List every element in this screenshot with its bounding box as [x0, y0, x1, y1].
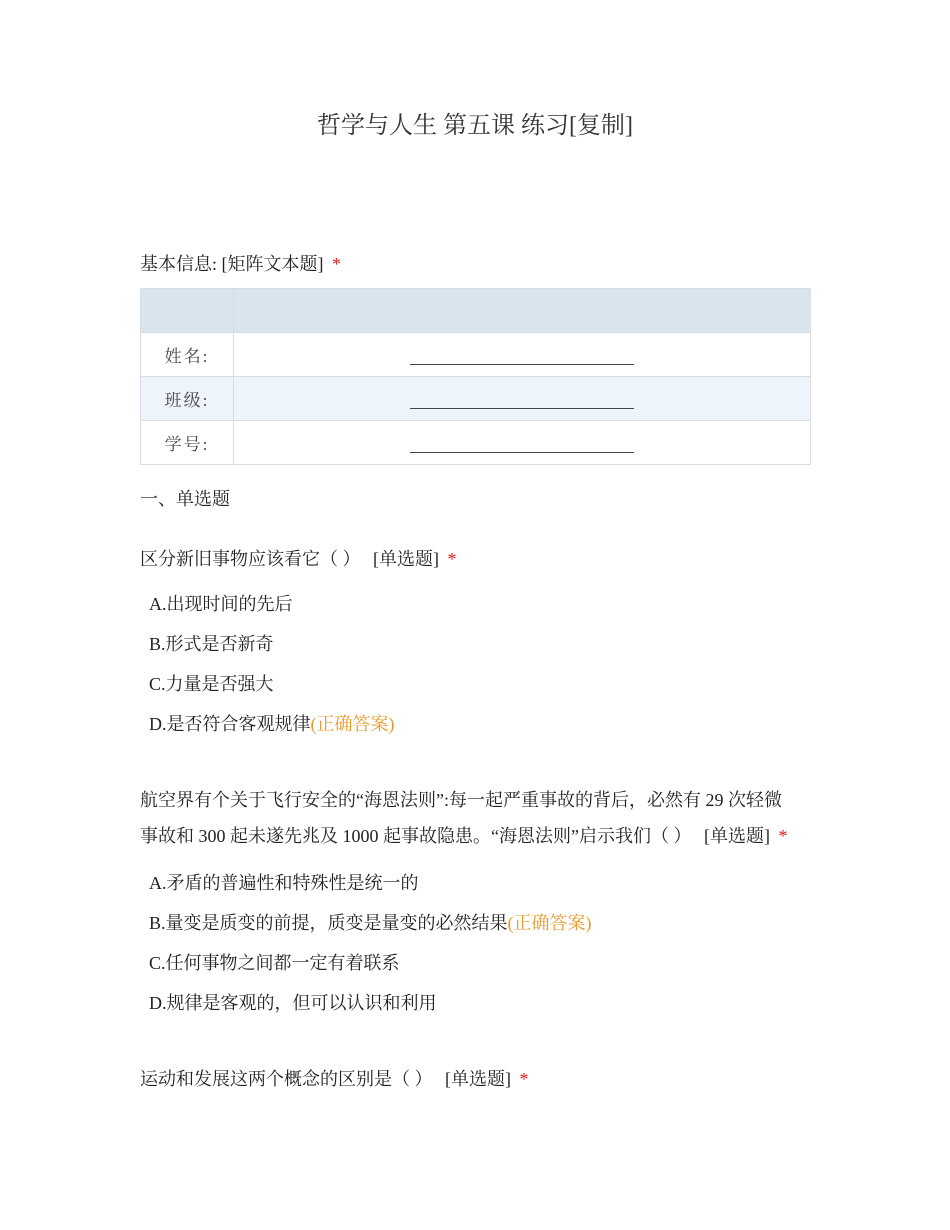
matrix-row-label: 学号:: [141, 421, 234, 465]
basic-info-type: [矩阵文本题]: [221, 254, 324, 274]
option-b[interactable]: [149, 903, 592, 943]
basic-info-heading: [140, 246, 810, 282]
matrix-row-name: [141, 333, 811, 377]
question-text-line2: 事故和 300 起未遂先兆及 1000 起事故隐患。“海恩法则”启示我们（ ）: [140, 826, 692, 846]
student-id-blank[interactable]: [410, 432, 634, 453]
option-label: A.矛盾的普遍性和特殊性是统一的: [149, 873, 419, 893]
correct-answer-tag: (正确答案): [507, 913, 592, 933]
matrix-row-student-id: [141, 421, 811, 465]
option-label: D.规律是客观的，但可以认识和利用: [149, 993, 437, 1013]
option-a[interactable]: [149, 584, 395, 624]
question-1-title: [140, 541, 810, 577]
question-2-options: [149, 863, 592, 1023]
option-a[interactable]: [149, 863, 592, 903]
matrix-row-label: 姓名:: [141, 333, 234, 377]
required-mark: *: [519, 1069, 529, 1089]
question-type: [单选题]: [373, 549, 439, 569]
option-label: B.量变是质变的前提，质变是量变的必然结果: [149, 913, 508, 933]
option-label: C.力量是否强大: [149, 674, 274, 694]
question-1-options: [149, 584, 395, 744]
required-mark: *: [778, 826, 788, 846]
matrix-row-class: [141, 377, 811, 421]
option-label: B.形式是否新奇: [149, 634, 274, 654]
name-field[interactable]: [234, 333, 811, 377]
option-label: D.是否符合客观规律: [149, 714, 311, 734]
class-blank[interactable]: [410, 388, 634, 409]
matrix-header-row: [141, 289, 811, 333]
option-b[interactable]: [149, 624, 395, 664]
question-type: [单选题]: [445, 1069, 511, 1089]
student-id-field[interactable]: [234, 421, 811, 465]
class-field[interactable]: [234, 377, 811, 421]
question-text-line1: 航空界有个关于飞行安全的“海恩法则”:每一起严重事故的背后，必然有 29 次轻微: [140, 790, 782, 810]
option-d[interactable]: [149, 983, 592, 1023]
question-3-title: [140, 1061, 810, 1097]
question-type: [单选题]: [703, 826, 770, 846]
option-label: A.出现时间的先后: [149, 594, 293, 614]
correct-answer-tag: (正确答案): [310, 714, 395, 734]
matrix-header-label-cell: [141, 289, 234, 333]
basic-info-matrix: [140, 288, 811, 465]
question-2-title: [140, 782, 810, 854]
page-title: 哲学与人生 第五课 练习[复制]: [317, 113, 633, 139]
option-c[interactable]: [149, 664, 395, 704]
required-mark: *: [447, 549, 457, 569]
basic-info-label: 基本信息:: [140, 254, 218, 274]
option-d[interactable]: [149, 704, 395, 744]
matrix-row-label: 班级:: [141, 377, 234, 421]
option-c[interactable]: [149, 943, 592, 983]
matrix-header-field-cell: [234, 289, 811, 333]
question-text: 运动和发展这两个概念的区别是（ ）: [140, 1069, 433, 1089]
section-heading: 一、单选题: [140, 489, 230, 509]
option-label: C.任何事物之间都一定有着联系: [149, 953, 400, 973]
required-mark: *: [332, 254, 342, 274]
question-text-line2-wrap: [140, 818, 810, 854]
question-text: 区分新旧事物应该看它（ ）: [140, 549, 361, 569]
name-blank[interactable]: [410, 344, 634, 365]
